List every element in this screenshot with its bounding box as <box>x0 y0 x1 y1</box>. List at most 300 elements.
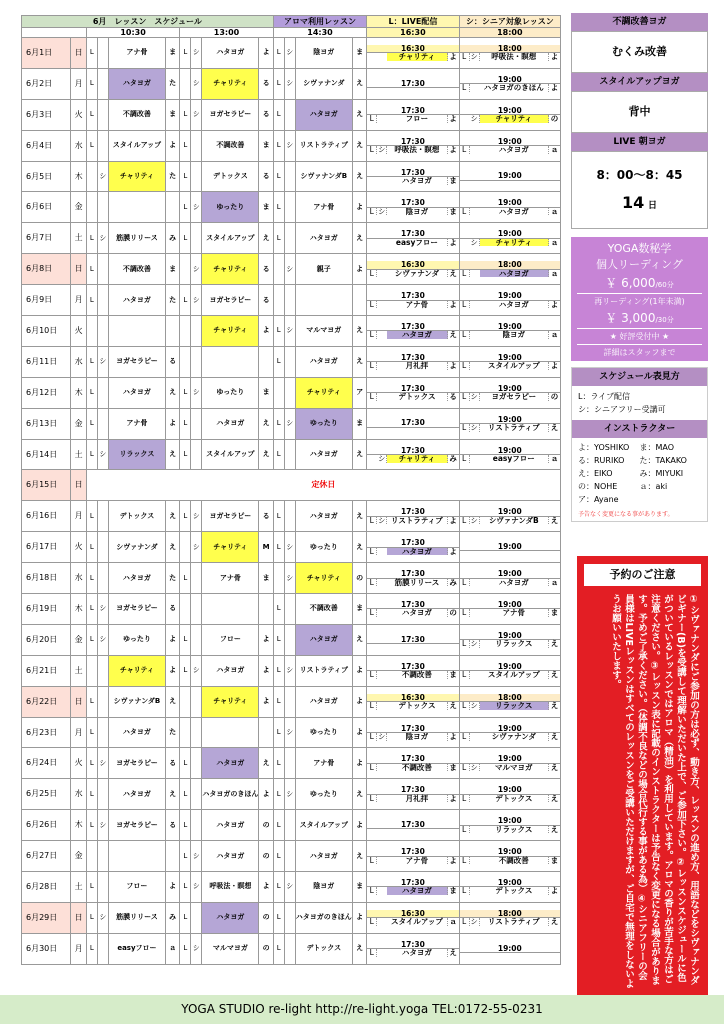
lesson-name: 陰ヨガ <box>387 733 447 741</box>
live-flag <box>180 254 191 285</box>
evening-slot <box>459 285 560 316</box>
instructor-initial: よ <box>449 145 457 155</box>
weekday-cell: 土 <box>71 439 86 470</box>
instructor-initial: よ <box>449 732 457 742</box>
slot-time: 19:00 <box>460 447 560 456</box>
live-flag: L <box>273 68 284 99</box>
evening-slot <box>367 130 459 161</box>
date-cell: 6月16日 <box>22 501 71 532</box>
live-flag: L <box>273 810 284 841</box>
senior-flag: シ <box>284 717 295 748</box>
weekday-cell: 月 <box>71 68 86 99</box>
live-flag: L <box>86 130 97 161</box>
instructor-initial: ａ <box>550 237 559 247</box>
instructor-entry: た：TAKAKO <box>639 456 687 465</box>
slot-time: 17:30 <box>367 508 458 517</box>
instructor-initial: よ <box>550 83 559 93</box>
evening-slot <box>459 439 560 470</box>
senior-flag: シ <box>284 872 295 903</box>
live-flag: L <box>367 393 377 401</box>
lesson-name: ハタヨガ <box>480 146 549 154</box>
senior-flag: シ <box>97 346 108 377</box>
instructor-initial: え <box>259 223 273 254</box>
instructor-initial <box>166 192 180 223</box>
lesson-name: ハタヨガ <box>295 346 352 377</box>
instructor-initial: る <box>449 392 457 402</box>
live-flag <box>180 594 191 625</box>
instructor-initial: の <box>259 841 273 872</box>
slot-time: 19:00 <box>460 508 560 517</box>
slot-time: 17:30 <box>367 786 458 795</box>
evening-slot <box>459 810 560 841</box>
live-flag: L <box>367 671 377 679</box>
schedule-row <box>22 686 561 717</box>
lesson-name: ハタヨガ <box>295 223 352 254</box>
senior-flag: シ <box>284 38 295 69</box>
date-cell: 6月13日 <box>22 408 71 439</box>
schedule-row <box>22 377 561 408</box>
evening-slot <box>459 748 560 779</box>
lesson-name: ゆったり <box>108 624 165 655</box>
lesson-name: ヨガセラピー <box>108 594 165 625</box>
evening-slot <box>367 532 459 563</box>
instructor-initial: の <box>449 608 457 618</box>
live-flag <box>86 316 97 347</box>
lesson-name: チャリティ <box>480 239 549 247</box>
slot-time: 16:30 <box>367 694 458 703</box>
live-box <box>571 151 708 229</box>
senior-flag <box>97 99 108 130</box>
instructor-initial: た <box>166 717 180 748</box>
aroma-header: アロマ利用レッスン <box>273 16 366 28</box>
instructor-initial: ａ <box>550 330 559 340</box>
instructor-row <box>578 467 701 480</box>
slot-time: 18:00 <box>460 694 560 703</box>
evening-slot <box>459 192 560 223</box>
senior-flag: シ <box>284 408 295 439</box>
lesson-name: アナ骨 <box>108 38 165 69</box>
lesson-name: シヴァナンダB <box>295 161 352 192</box>
live-flag: L <box>180 377 191 408</box>
slot-time: 19:00 <box>460 354 560 363</box>
senior-flag <box>191 316 202 347</box>
instructor-initial: え <box>449 948 457 958</box>
lesson-name: シヴァナンダB <box>108 686 165 717</box>
instructor-initial: よ <box>352 686 366 717</box>
lesson-name: 呼吸法・瞑想 <box>480 53 549 61</box>
slot-time: 17:30 <box>367 354 458 363</box>
lesson-name: シヴァナンダ <box>480 733 549 741</box>
evening-slot <box>367 99 459 130</box>
senior-flag <box>191 686 202 717</box>
live-flag: L <box>273 439 284 470</box>
date-cell: 6月30日 <box>22 933 71 964</box>
instructor-initial: よ <box>449 515 457 525</box>
senior-flag: シ <box>470 515 478 525</box>
senior-flag: シ <box>191 933 202 964</box>
instructor-initial: ま <box>352 38 366 69</box>
lesson-name: スタイルアップ <box>480 362 549 370</box>
evening-slot <box>459 161 560 192</box>
weekday-cell: 日 <box>71 686 86 717</box>
live-flag <box>86 192 97 223</box>
lesson-name: アナ骨 <box>295 748 352 779</box>
instructor-initial: よ <box>166 872 180 903</box>
slot-time: 17:30 <box>367 848 458 857</box>
instructor-initial <box>259 346 273 377</box>
instructor-initial: よ <box>259 38 273 69</box>
slot-time: 17:30 <box>367 570 458 579</box>
instructor-initial: よ <box>449 361 457 371</box>
slot-time: 19:00 <box>460 755 560 764</box>
slot-time: 19:00 <box>460 632 560 641</box>
evening-slot <box>459 563 560 594</box>
instructor-initial: よ <box>550 52 559 62</box>
lesson-name: ハタヨガ <box>387 887 447 895</box>
evening-slot <box>367 346 459 377</box>
evening-slot <box>367 38 459 69</box>
instructor-initial: み <box>449 577 457 587</box>
live-flag: L <box>86 38 97 69</box>
weekday-cell: 木 <box>71 594 86 625</box>
live-flag: L <box>367 548 377 556</box>
live-flag: L <box>180 872 191 903</box>
slot-time: 17:30 <box>367 419 458 428</box>
live-flag <box>273 254 284 285</box>
live-flag: L <box>86 563 97 594</box>
lesson-name: ハタヨガのきほん <box>480 84 549 92</box>
live-flag: L <box>180 501 191 532</box>
slot-time: 17:30 <box>367 230 458 239</box>
senior-flag: シ <box>470 701 478 711</box>
instructor-initial: ａ <box>550 145 559 155</box>
lesson-name: シヴァナンダ <box>387 270 447 278</box>
live-flag: L <box>180 192 191 223</box>
senior-flag: シ <box>377 515 386 525</box>
senior-flag: シ <box>284 532 295 563</box>
instructor-initial: ま <box>449 762 457 772</box>
evening-slot <box>367 408 459 439</box>
live-flag: L <box>273 933 284 964</box>
lesson-name: スタイルアップ <box>202 439 259 470</box>
senior-flag: シ <box>97 223 108 254</box>
slot-time: 19:00 <box>460 945 560 954</box>
live-flag: L <box>86 933 97 964</box>
schedule-row <box>22 38 561 69</box>
live-flag: L <box>460 301 470 309</box>
live-flag: L <box>367 270 377 278</box>
lesson-name: ゆったり <box>202 192 259 223</box>
slot-time: 17:30 <box>367 323 458 332</box>
instructor-initial: ま <box>550 855 559 865</box>
senior-flag <box>97 408 108 439</box>
slot-time: 19:00 <box>460 725 560 734</box>
lesson-name: ハタヨガ <box>202 408 259 439</box>
senior-flag <box>284 748 295 779</box>
live-flag: L <box>273 655 284 686</box>
live-flag: L <box>273 99 284 130</box>
live-flag <box>180 686 191 717</box>
instructor-initial: え <box>550 762 559 772</box>
live-flag: L <box>273 223 284 254</box>
schedule-row <box>22 902 561 933</box>
senior-flag: シ <box>470 423 478 433</box>
weekday-cell: 木 <box>71 810 86 841</box>
date-cell: 6月23日 <box>22 717 71 748</box>
senior-flag <box>97 38 108 69</box>
live-flag: L <box>180 130 191 161</box>
num-note2: 詳細はスタッフまで <box>603 348 676 357</box>
senior-flag: シ <box>377 206 386 216</box>
senior-flag <box>191 748 202 779</box>
weekday-cell: 木 <box>71 161 86 192</box>
instructor-initial: る <box>259 254 273 285</box>
schedule-table <box>21 15 561 965</box>
live-flag: L <box>460 331 470 339</box>
senior-flag <box>191 902 202 933</box>
lesson-name: 呼吸法・瞑想 <box>387 146 447 154</box>
instructor-initial: え <box>352 501 366 532</box>
date-cell: 6月12日 <box>22 377 71 408</box>
senior-flag <box>97 532 108 563</box>
senior-flag <box>97 686 108 717</box>
instructor-initial: え <box>352 99 366 130</box>
lesson-name: 親子 <box>295 254 352 285</box>
live-header: L：LIVE配信 <box>367 16 459 28</box>
instructor-initial: よ <box>550 361 559 371</box>
live-flag: L <box>180 285 191 316</box>
senior-flag: シ <box>377 145 386 155</box>
live-flag: L <box>86 377 97 408</box>
instructor-initial: え <box>352 841 366 872</box>
senior-flag <box>284 99 295 130</box>
lesson-name: チャリティ <box>202 686 259 717</box>
instructor-initial: え <box>550 917 559 927</box>
instructor-initial: よ <box>449 546 457 556</box>
weekday-cell: 金 <box>71 408 86 439</box>
lesson-name: スタイルアップ <box>295 810 352 841</box>
time-header-5: 18:00 <box>459 28 560 38</box>
live-flag: L <box>86 223 97 254</box>
live-flag: L <box>273 192 284 223</box>
senior-flag: シ <box>97 902 108 933</box>
instructor-initial: ま <box>550 608 559 618</box>
live-flag: L <box>273 316 284 347</box>
lesson-name: ハタヨガ <box>108 779 165 810</box>
senior-flag <box>284 285 295 316</box>
schedule-row <box>22 161 561 192</box>
instructor-initial: よ <box>259 872 273 903</box>
date-cell: 6月14日 <box>22 439 71 470</box>
slot-time: 18:00 <box>460 45 560 54</box>
legend-box <box>571 367 708 522</box>
schedule-row <box>22 439 561 470</box>
lesson-name: 陰ヨガ <box>295 872 352 903</box>
weekday-cell: 月 <box>71 933 86 964</box>
date-cell: 6月3日 <box>22 99 71 130</box>
lesson-name: ヨガセラピー <box>202 501 259 532</box>
instructor-entry: え：EIKO <box>578 469 613 478</box>
live-flag: L <box>86 68 97 99</box>
senior-flag: シ <box>97 810 108 841</box>
lesson-name: easyフロー <box>480 455 549 463</box>
lesson-name: 筋膜リリース <box>108 902 165 933</box>
senior-flag: シ <box>470 639 478 649</box>
senior-flag <box>191 779 202 810</box>
time-header-3: 14:30 <box>273 28 366 38</box>
instructor-initial: よ <box>352 748 366 779</box>
live-flag: L <box>460 393 470 401</box>
slot-time: 17:30 <box>367 385 458 394</box>
live-flag: L <box>180 655 191 686</box>
evening-slot <box>367 68 459 99</box>
instructor-initial: る <box>166 594 180 625</box>
live-flag: L <box>86 594 97 625</box>
senior-flag: シ <box>97 594 108 625</box>
evening-slot <box>367 933 459 964</box>
live-flag: L <box>273 779 284 810</box>
instructor-initial: M <box>259 532 273 563</box>
instructor-initial: よ <box>166 408 180 439</box>
live-flag: L <box>460 424 470 432</box>
schedule-title: 6月 レッスン スケジュール <box>22 16 274 28</box>
live-flag: L <box>367 764 377 772</box>
lesson-name: ヨガセラピー <box>202 99 259 130</box>
instructor-initial: え <box>352 161 366 192</box>
instructor-initial: ま <box>259 377 273 408</box>
slot-time: 19:00 <box>460 601 560 610</box>
instructor-entry: よ：YOSHIKO <box>578 443 630 452</box>
instructor-initial: よ <box>166 624 180 655</box>
evening-slot <box>459 841 560 872</box>
lesson-name: ヨガセラピー <box>108 346 165 377</box>
date-col-header <box>22 28 87 38</box>
schedule-row <box>22 748 561 779</box>
evening-slot <box>367 285 459 316</box>
live-day: 14 <box>621 193 645 212</box>
lesson-name: 筋膜リリース <box>387 579 447 587</box>
instructor-initial: え <box>166 377 180 408</box>
senior-flag: シ <box>191 38 202 69</box>
senior-flag <box>284 902 295 933</box>
lesson-name: ハタヨガ <box>295 686 352 717</box>
instructor-initial: え <box>550 639 559 649</box>
lesson-name: ハタヨガ <box>295 439 352 470</box>
instructor-initial: ア <box>352 377 366 408</box>
evening-slot <box>459 316 560 347</box>
date-cell: 6月1日 <box>22 38 71 69</box>
schedule-row <box>22 841 561 872</box>
legend-live: L：ライブ配信 <box>578 392 630 401</box>
slot-time: 19:00 <box>460 230 560 239</box>
lesson-name: ハタヨガ <box>108 68 165 99</box>
evening-slot <box>459 99 560 130</box>
date-cell: 6月28日 <box>22 872 71 903</box>
num-note1: ★ 好評受付中 ★ <box>609 332 670 341</box>
lesson-name <box>108 316 165 347</box>
weekday-cell: 水 <box>71 779 86 810</box>
lesson-name: アナ骨 <box>480 609 549 617</box>
live-flag: L <box>460 640 470 648</box>
evening-slot <box>459 254 560 285</box>
schedule-row <box>22 717 561 748</box>
evening-slot <box>459 38 560 69</box>
lesson-name: ヨガセラピー <box>202 285 259 316</box>
instructor-initial: よ <box>352 717 366 748</box>
evening-slot <box>459 501 560 532</box>
live-flag <box>86 655 97 686</box>
live-flag: L <box>86 532 97 563</box>
style-value: 背中 <box>571 91 708 133</box>
instructor-initial: た <box>166 68 180 99</box>
lesson-name: 不調改善 <box>295 594 352 625</box>
lesson-name: ハタヨガ <box>480 208 549 216</box>
evening-slot <box>459 223 560 254</box>
senior-flag: シ <box>284 254 295 285</box>
date-cell: 6月9日 <box>22 285 71 316</box>
senior-flag: シ <box>377 732 386 742</box>
live-flag: L <box>367 115 377 123</box>
live-flag: L <box>273 902 284 933</box>
instructor-initial: ま <box>449 670 457 680</box>
date-cell: 6月11日 <box>22 346 71 377</box>
senior-flag <box>191 439 202 470</box>
instructor-initial: え <box>259 439 273 470</box>
lesson-name: ハタヨガ <box>480 270 549 278</box>
slot-time: 17:30 <box>367 107 458 116</box>
live-day-unit: 日 <box>648 201 658 211</box>
lesson-name: 陰ヨガ <box>295 38 352 69</box>
senior-flag: シ <box>191 99 202 130</box>
senior-flag <box>97 933 108 964</box>
weekday-cell: 木 <box>71 377 86 408</box>
evening-slot <box>367 779 459 810</box>
instructor-initial: え <box>550 701 559 711</box>
live-flag: L <box>460 362 470 370</box>
senior-flag <box>191 346 202 377</box>
evening-slot <box>367 594 459 625</box>
reservation-notice <box>577 556 708 996</box>
instructor-initial: え <box>166 501 180 532</box>
lesson-name <box>108 192 165 223</box>
live-flag: L <box>460 702 470 710</box>
instructor-initial: え <box>352 624 366 655</box>
senior-flag <box>97 501 108 532</box>
lesson-name <box>202 346 259 377</box>
senior-flag: シ <box>191 501 202 532</box>
slot-time: 17:30 <box>367 725 458 734</box>
live-flag: L <box>460 609 470 617</box>
live-flag: L <box>367 609 377 617</box>
schedule-row <box>22 254 561 285</box>
instructor-initial: み <box>166 223 180 254</box>
slot-time: 16:30 <box>367 261 458 270</box>
lesson-name: アナ骨 <box>295 192 352 223</box>
date-cell: 6月25日 <box>22 779 71 810</box>
live-flag: L <box>180 563 191 594</box>
weekday-cell: 日 <box>71 38 86 69</box>
lesson-name: シヴァナンダ <box>295 68 352 99</box>
instructor-initial: の <box>352 563 366 594</box>
evening-slot <box>367 872 459 903</box>
live-flag: L <box>367 949 377 957</box>
slot-time: 19:00 <box>460 138 560 147</box>
instructor-initial: ま <box>166 38 180 69</box>
lesson-name: チャリティ <box>387 53 447 61</box>
instructor-initial: よ <box>550 886 559 896</box>
live-flag: L <box>460 455 470 463</box>
slot-time: 19:00 <box>460 848 560 857</box>
